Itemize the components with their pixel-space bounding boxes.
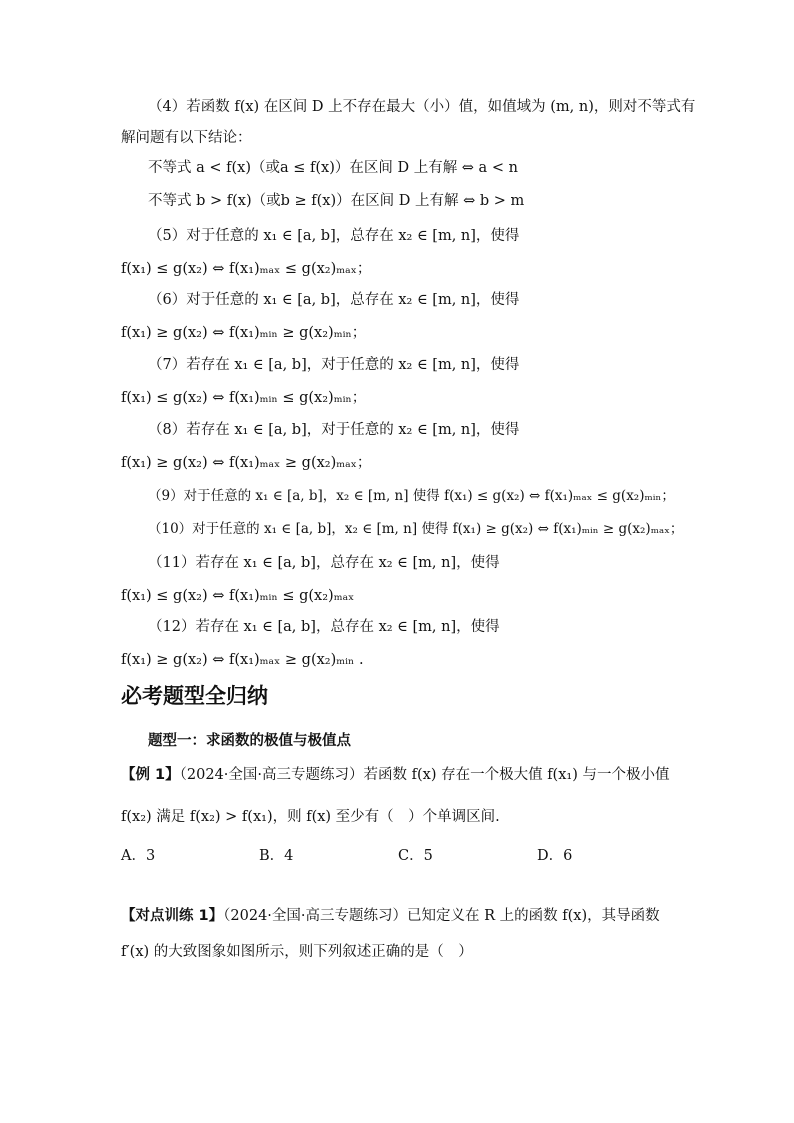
option-b: B．4	[259, 848, 294, 864]
conclusion-11-formula: f(x₁) ≤ g(x₂) ⇔ f(x₁)ₘᵢₙ ≤ g(x₂)ₘₐₓ	[121, 588, 355, 604]
conclusion-12-formula: f(x₁) ≥ g(x₂) ⇔ f(x₁)ₘₐₓ ≥ g(x₂)ₘᵢₙ .	[121, 652, 364, 668]
conclusion-12: （12）若存在 x₁ ∈ [a, b]，总存在 x₂ ∈ [m, n]，使得	[148, 619, 500, 635]
option-d: D．6	[537, 848, 573, 864]
conclusion-7-formula: f(x₁) ≤ g(x₂) ⇔ f(x₁)ₘᵢₙ ≤ g(x₂)ₘᵢₙ；	[121, 390, 367, 406]
conclusion-8-formula: f(x₁) ≥ g(x₂) ⇔ f(x₁)ₘₐₓ ≥ g(x₂)ₘₐₓ；	[121, 455, 372, 471]
option-a: A．3	[121, 848, 156, 864]
training-1-line-2: f′(x) 的大致图象如图所示，则下列叙述正确的是（ ）	[121, 944, 473, 960]
conclusion-line-4-cont: 解问题有以下结论：	[121, 130, 252, 146]
conclusion-6-formula: f(x₁) ≥ g(x₂) ⇔ f(x₁)ₘᵢₙ ≥ g(x₂)ₘᵢₙ；	[121, 325, 367, 341]
training-1-text: （2024·全国·高三专题练习）已知定义在 R 上的函数 f(x)，其导函数	[223, 908, 660, 924]
inequality-b: 不等式 b > f(x)（或b ≥ f(x)）在区间 D 上有解 ⇔ b > m	[148, 193, 525, 209]
conclusion-5-formula: f(x₁) ≤ g(x₂) ⇔ f(x₁)ₘₐₓ ≤ g(x₂)ₘₐₓ；	[121, 261, 372, 277]
example-1-text: （2024·全国·高三专题练习）若函数 f(x) 存在一个极大值 f(x₁) 与一个极小值	[179, 767, 670, 783]
training-1-tag: 【对点训练 1】	[121, 908, 224, 924]
conclusion-9: （9）对于任意的 x₁ ∈ [a, b]，x₂ ∈ [m, n] 使得 f(x₁) ≤ g(x₂) ⇔ f(x₁)ₘₐₓ ≤ g(x₂)ₘᵢₙ；	[148, 488, 675, 504]
conclusion-11: （11）若存在 x₁ ∈ [a, b]，总存在 x₂ ∈ [m, n]，使得	[148, 555, 500, 571]
conclusion-6: （6）对于任意的 x₁ ∈ [a, b]，总存在 x₂ ∈ [m, n]，使得	[148, 292, 520, 308]
conclusion-7: （7）若存在 x₁ ∈ [a, b]，对于任意的 x₂ ∈ [m, n]，使得	[148, 357, 520, 373]
example-1-line-1	[121, 765, 669, 785]
example-1-tag: 【例 1】	[121, 767, 180, 783]
example-1-line-2: f(x₂) 满足 f(x₂) > f(x₁)，则 f(x) 至少有（ ）个单调区间.	[121, 809, 500, 825]
type-heading: 题型一：求函数的极值与极值点	[148, 733, 351, 749]
conclusion-10: （10）对于任意的 x₁ ∈ [a, b]，x₂ ∈ [m, n] 使得 f(x₁) ≥ g(x₂) ⇔ f(x₁)ₘᵢₙ ≥ g(x₂)ₘₐₓ；	[148, 521, 684, 537]
conclusion-5: （5）对于任意的 x₁ ∈ [a, b]，总存在 x₂ ∈ [m, n]，使得	[148, 228, 520, 244]
inequality-a: 不等式 a < f(x)（或a ≤ f(x)）在区间 D 上有解 ⇔ a < n	[148, 160, 518, 176]
section-heading: 必考题型全归纳	[121, 684, 268, 708]
conclusion-line-4-intro: （4）若函数 f(x) 在区间 D 上不存在最大（小）值，如值域为 (m, n)，则对不等式有	[148, 99, 696, 115]
conclusion-8: （8）若存在 x₁ ∈ [a, b]，对于任意的 x₂ ∈ [m, n]，使得	[148, 422, 520, 438]
option-c: C．5	[398, 848, 433, 864]
training-1-line-1	[121, 906, 660, 926]
